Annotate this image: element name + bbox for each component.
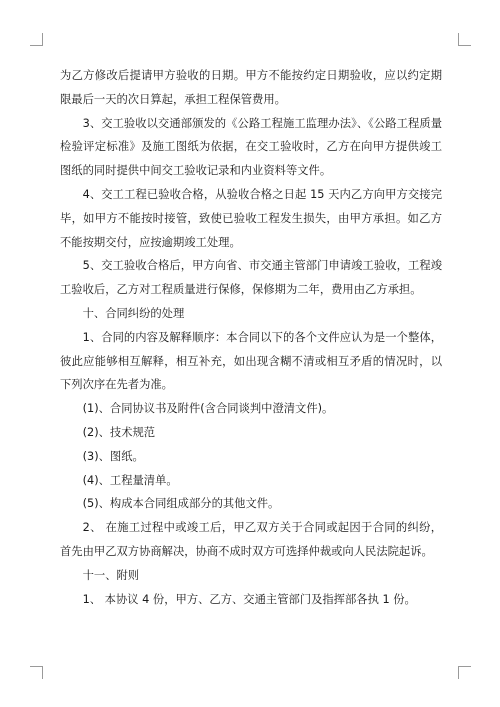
paragraph-clause-5-warranty: 5、交工验收合格后，甲方向省、市交通主管部门申请竣工验收，工程竣工验收后，乙方对工程质量进行保修，保修期为二年，费用由乙方承担。 bbox=[60, 259, 442, 297]
paragraph-contract-interpretation-order: 1、合同的内容及解释顺序：本合同以下的各个文件应认为是一个整体，彼此应能够相互解释，相互补充，如出现含糊不清或相互矛盾的情况时，以下列次序在先者为准。 bbox=[60, 330, 442, 392]
list-item-technical-specifications: (2)、技术规范 bbox=[82, 425, 156, 439]
document-body bbox=[60, 64, 442, 611]
list-item-other-documents: (5)、构成本合同组成部分的其他文件。 bbox=[82, 497, 280, 511]
list-item-agreement-and-annexes: (1)、合同协议书及附件(含合同谈判中澄清文件)。 bbox=[82, 402, 334, 416]
paragraph-continued-inspection-date: 为乙方修改后提请甲方验收的日期。甲方不能按约定日期验收，应以约定期限最后一天的次日算起，承担工程保管费用。 bbox=[60, 69, 442, 106]
crop-mark-top-right bbox=[458, 33, 471, 46]
list-item-bill-of-quantities: (4)、工程量清单。 bbox=[82, 473, 178, 487]
section-heading-dispute-resolution: 十、合同纠纷的处理 bbox=[82, 306, 185, 320]
crop-mark-top-left bbox=[30, 33, 43, 46]
section-heading-supplementary-provisions: 十一、附则 bbox=[82, 568, 140, 582]
paragraph-dispute-negotiation: 2、 在施工过程中或竣工后，甲乙双方关于合同或起因于合同的纠纷，首先由甲乙双方协商解决，协商不成时双方可选择仲裁或向人民法院起诉。 bbox=[60, 521, 442, 558]
list-item-drawings: (3)、图纸。 bbox=[82, 449, 144, 463]
paragraph-clause-3-acceptance-basis: 3、交工验收以交通部颁发的《公路工程施工监理办法》、《公路工程质量检验评定标准》及施工图纸为依据，在交工验收时，乙方在向甲方提供竣工图纸的同时提供中间交工验收记录和内业资料等文件。 bbox=[60, 116, 442, 178]
crop-mark-bottom-left bbox=[30, 666, 43, 679]
paragraph-copies-distribution: 1、 本协议 4 份，甲方、乙方、交通主管部门及指挥部各执 1 份。 bbox=[82, 592, 416, 606]
paragraph-clause-4-handover: 4、交工工程已验收合格，从验收合格之日起 15 天内乙方向甲方交接完毕，如甲方不能按时接管，致使已验收工程发生损失，由甲方承担。如乙方不能按期交付，应按逾期竣工处理。 bbox=[60, 187, 442, 249]
crop-mark-bottom-right bbox=[458, 666, 471, 679]
